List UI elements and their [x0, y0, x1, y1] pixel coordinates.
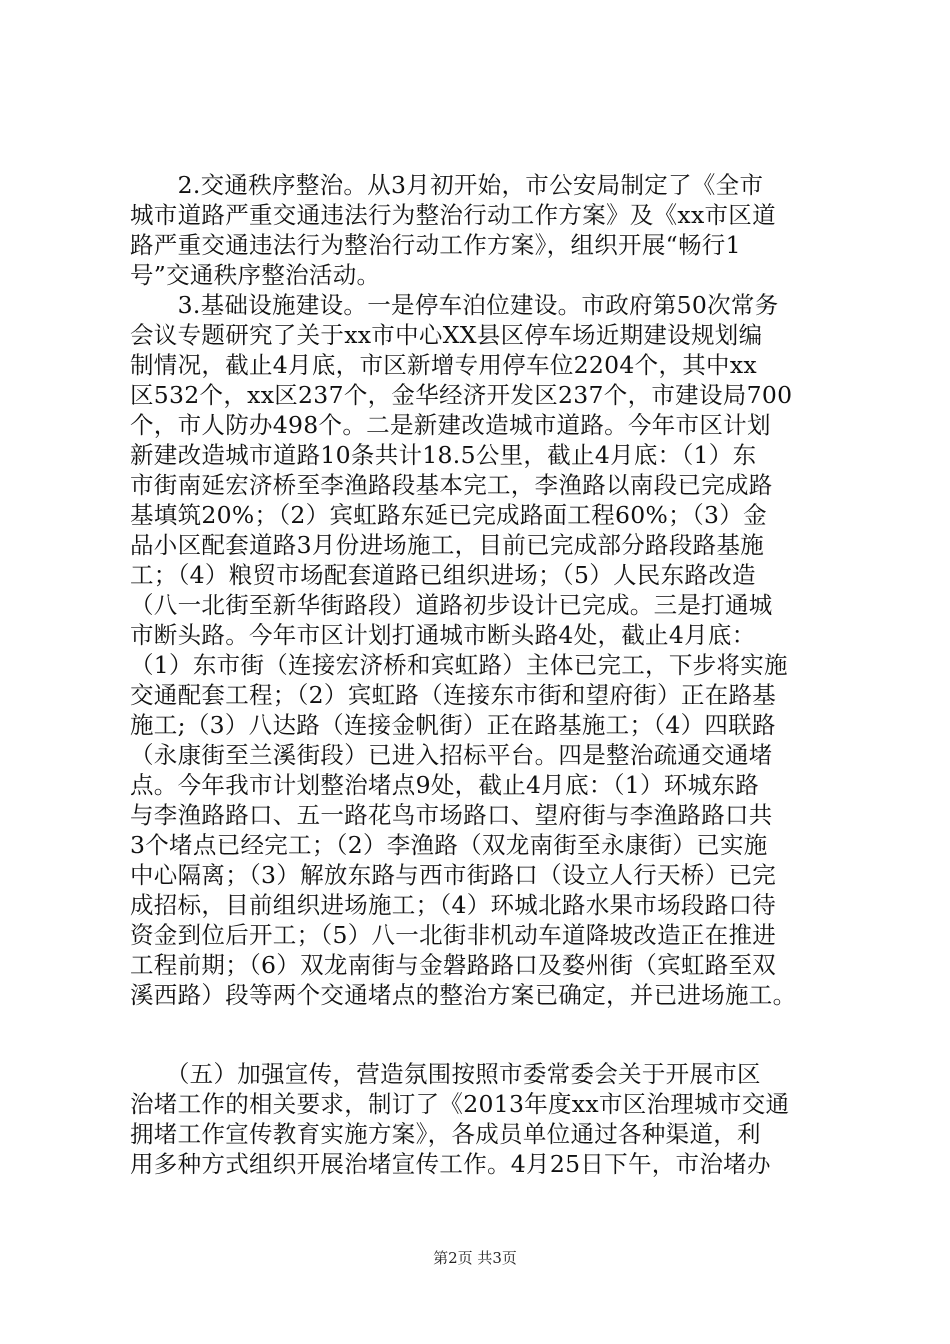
paragraph-line: 用多种方式组织开展治堵宣传工作。4月25日下午，市治堵办	[130, 1150, 771, 1178]
paragraph-line: （永康街至兰溪街段）已进入招标平台。四是整治疏通交通堵	[130, 741, 773, 769]
paragraph-line: 点。今年我市计划整治堵点9处，截止4月底：（1）环城东路	[130, 771, 760, 799]
paragraph-line: 会议专题研究了关于xx市中心XX县区停车场近期建设规划编	[130, 321, 763, 349]
paragraph-line: 号”交通秩序整治活动。	[130, 261, 381, 289]
paragraph-line: 施工;（3）八达路（连接金帆街）正在路基施工；（4）四联路	[130, 711, 776, 739]
paragraph-line: 治堵工作的相关要求，制订了《2013年度xx市区治理城市交通	[130, 1090, 790, 1118]
paragraph-line: （五）加强宣传，营造氛围按照市委常委会关于开展市区	[130, 1060, 761, 1088]
paragraph-line: 拥堵工作宣传教育实施方案》，各成员单位通过各种渠道，利	[130, 1120, 761, 1148]
paragraph-line: 个，市人防办498个。二是新建改造城市道路。今年市区计划	[130, 411, 771, 439]
paragraph-line: 资金到位后开工；（5）八一北街非机动车道降坡改造正在推进	[130, 921, 777, 949]
paragraph-line: 3.基础设施建设。一是停车泊位建设。市政府第50次常务	[130, 291, 779, 319]
page-number-footer: 第2页 共3页	[433, 1249, 517, 1267]
paragraph-line: 路严重交通违法行为整治行动工作方案》，组织开展“畅行1	[130, 231, 741, 259]
paragraph-line: 成招标，目前组织进场施工；（4）环城北路水果市场段路口待	[130, 891, 777, 919]
paragraph-line: 市断头路。今年市区计划打通城市断头路4处，截止4月底：	[130, 621, 756, 649]
paragraph-line: （八一北街至新华街路段）道路初步设计已完成。三是打通城	[130, 591, 773, 619]
paragraph-line: 工程前期；（6）双龙南街与金磐路路口及婺州街（宾虹路至双	[130, 951, 777, 979]
paragraph-line: 基填筑20%；（2）宾虹路东延已完成路面工程60%；（3）金	[130, 501, 767, 529]
paragraph-line: 市街南延宏济桥至李渔路段基本完工，李渔路以南段已完成路	[130, 471, 773, 499]
paragraph-line: 溪西路）段等两个交通堵点的整治方案已确定，并已进场施工。	[130, 981, 797, 1009]
paragraph-line: 3个堵点已经完工；（2）李渔路（双龙南街至永康街）已实施	[130, 831, 768, 859]
paragraph-line: 品小区配套道路3月份进场施工，目前已完成部分路段路基施	[130, 531, 765, 559]
paragraph-line: 新建改造城市道路10条共计18.5公里，截止4月底：（1）东	[130, 441, 757, 469]
paragraph-line: 城市道路严重交通违法行为整治行动工作方案》及《xx市区道	[130, 201, 776, 229]
paragraph-line: 制情况，截止4月底，市区新增专用停车位2204个，其中xx	[130, 351, 757, 379]
paragraph-line: （1）东市街（连接宏济桥和宾虹路）主体已完工，下步将实施	[130, 651, 788, 679]
paragraph-line: 交通配套工程；（2）宾虹路（连接东市街和望府街）正在路基	[130, 681, 777, 709]
paragraph-line: 中心隔离；（3）解放东路与西市街路口（设立人行天桥）已完	[130, 861, 777, 889]
paragraph-line: 工；（4）粮贸市场配套道路已组织进场；（5）人民东路改造	[130, 561, 756, 589]
paragraph-line: 2.交通秩序整治。从3月初开始，市公安局制定了《全市	[130, 171, 764, 199]
paragraph-line: 与李渔路路口、五一路花鸟市场路口、望府街与李渔路路口共	[130, 801, 773, 829]
paragraph-line: 区532个，xx区237个，金华经济开发区237个，市建设局700	[130, 381, 793, 409]
